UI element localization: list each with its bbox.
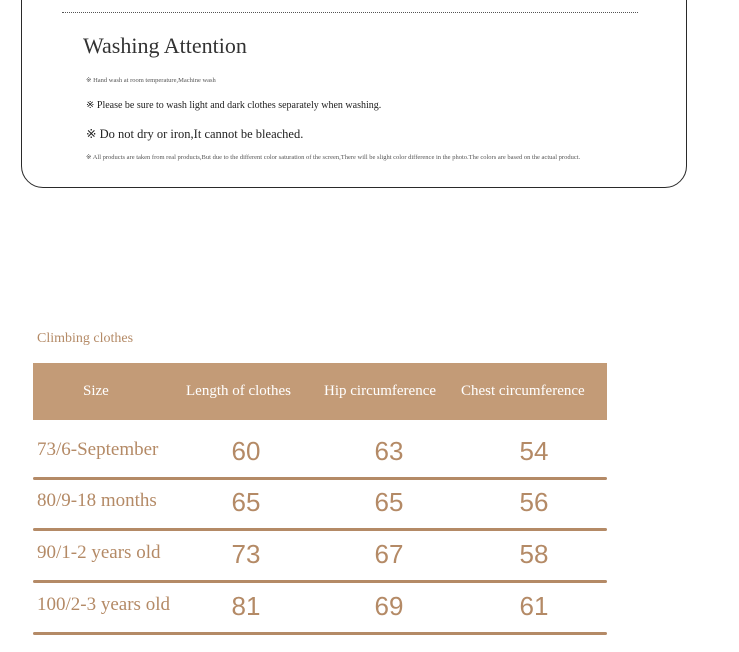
row-divider xyxy=(33,477,607,481)
row-divider xyxy=(33,528,607,532)
table-row xyxy=(33,430,607,480)
header-hip: Hip circumference xyxy=(324,383,437,399)
cell-size: 100/2-3 years old xyxy=(37,594,170,615)
washing-title: Washing Attention xyxy=(83,33,247,58)
cell-length: 73 xyxy=(231,539,261,569)
size-table-header xyxy=(33,363,607,420)
cell-chest: 56 xyxy=(519,487,549,517)
row-divider xyxy=(33,580,607,584)
cell-size: 80/9-18 months xyxy=(37,490,157,511)
cell-chest: 54 xyxy=(519,436,549,466)
header-chest: Chest circumference xyxy=(461,383,585,399)
cell-chest: 61 xyxy=(519,591,549,621)
table-row xyxy=(33,533,607,583)
size-table-caption: Climbing clothes xyxy=(37,331,134,346)
washing-disclaimer: ※ All products are taken from real products,But due to the different color saturation of the screen,There will be slight color difference in the photo.The colors are based on the actual product. xyxy=(86,154,581,161)
cell-length: 81 xyxy=(231,591,261,621)
cell-length: 60 xyxy=(231,436,261,466)
washing-note: ※ Please be sure to wash light and dark clothes separately when washing. xyxy=(86,100,382,111)
washing-note: ※ Hand wash at room temperature,Machine wash xyxy=(86,77,216,84)
cell-hip: 69 xyxy=(374,591,404,621)
cell-size: 73/6-September xyxy=(37,439,159,460)
dotted-divider xyxy=(62,12,638,13)
cell-chest: 58 xyxy=(519,539,549,569)
table-row xyxy=(33,481,607,531)
cell-length: 65 xyxy=(231,487,261,517)
header-size: Size xyxy=(83,383,109,399)
table-row xyxy=(33,585,607,635)
cell-size: 90/1-2 years old xyxy=(37,542,161,563)
header-length: Length of clothes xyxy=(186,383,291,399)
row-divider xyxy=(33,632,607,636)
cell-hip: 65 xyxy=(374,487,404,517)
washing-note: ※ Do not dry or iron,It cannot be bleached. xyxy=(86,127,304,141)
cell-hip: 63 xyxy=(374,436,404,466)
size-table xyxy=(33,363,607,643)
cell-hip: 67 xyxy=(374,539,404,569)
